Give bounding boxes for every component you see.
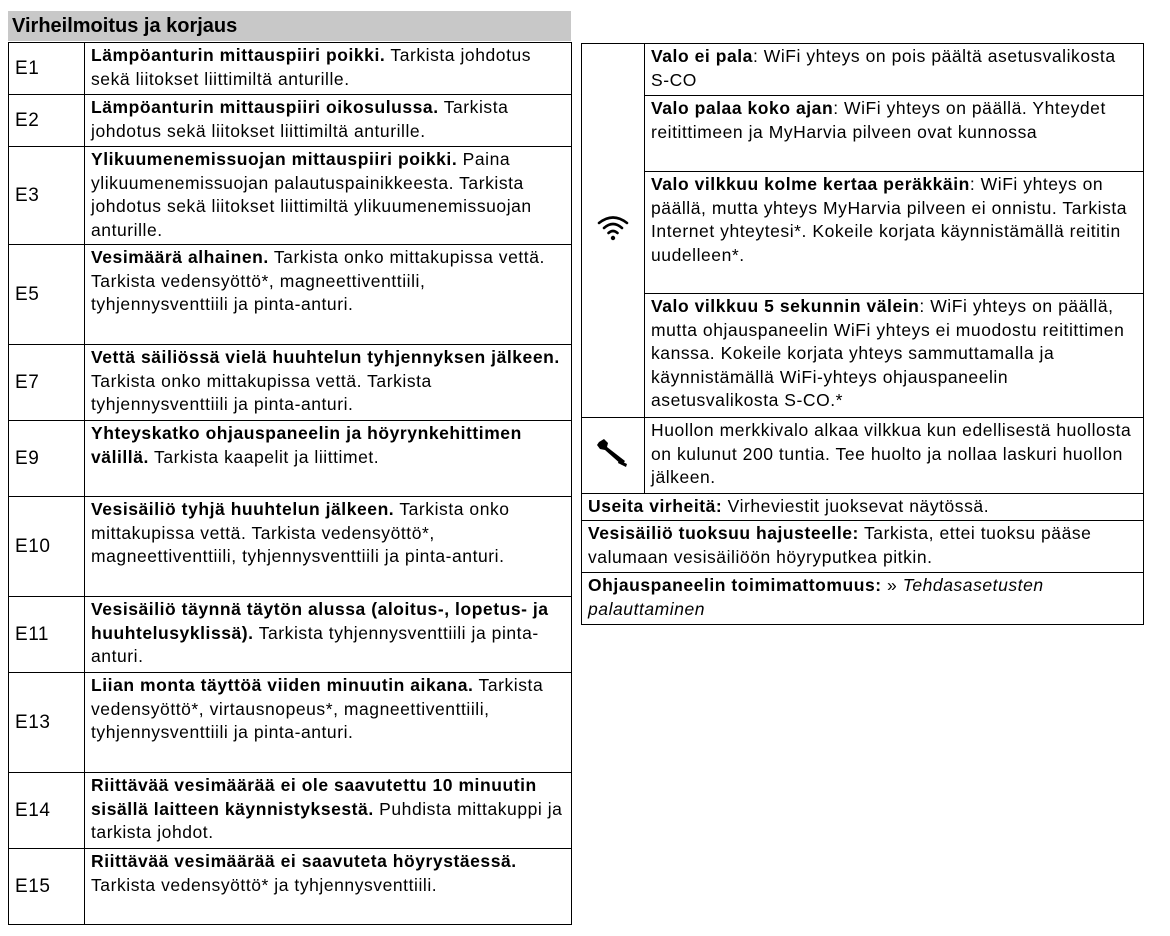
wrench-icon-cell xyxy=(582,418,645,494)
error-title: Riittävää vesimäärää ei ole saavutettu 10 minuutin sisällä laitteen käynnistyksestä. xyxy=(91,775,537,819)
table-row xyxy=(582,44,1144,96)
table-row xyxy=(9,849,572,925)
error-description xyxy=(85,345,572,421)
error-description xyxy=(85,597,572,673)
table-row xyxy=(9,43,572,95)
table-row xyxy=(9,673,572,773)
table-row xyxy=(582,521,1144,573)
table-row xyxy=(9,147,572,245)
error-code: E7 xyxy=(9,345,85,421)
table-row xyxy=(582,96,1144,172)
error-title: Yhteyskatko ohjauspaneelin ja höyrynkehittimen välillä. xyxy=(91,423,522,467)
misc-title: Useita virheitä: xyxy=(588,496,723,516)
error-code: E13 xyxy=(9,673,85,773)
status-light-table xyxy=(581,43,1144,625)
error-title: Liian monta täyttöä viiden minuutin aikana. xyxy=(91,675,474,695)
misc-text: Virheviestit juoksevat näytössä. xyxy=(722,496,990,516)
table-row xyxy=(582,418,1144,494)
wifi-status-title: Valo ei pala xyxy=(651,46,753,66)
wifi-status-title: Valo vilkkuu kolme kertaa peräkkäin xyxy=(651,174,970,194)
error-description xyxy=(85,497,572,597)
error-code: E5 xyxy=(9,245,85,345)
wifi-status-text: : WiFi yhteys on pois päältä asetusvalikosta S-CO xyxy=(651,46,1116,90)
table-row xyxy=(582,494,1144,521)
table-row xyxy=(582,294,1144,418)
wifi-icon-cell xyxy=(582,44,645,418)
wifi-status-description xyxy=(645,172,1144,294)
error-text: Tarkista vedensyöttö*, virtausnopeus*, magneettiventtiili, tyhjennysventtiili ja pinta-anturi. xyxy=(91,675,544,742)
error-code: E15 xyxy=(9,849,85,925)
wifi-status-text: : WiFi yhteys on päällä. Yhteydet reitittimeen ja MyHarvia pilveen ovat kunnossa xyxy=(651,98,1106,142)
error-text: Tarkista kaapelit ja liittimet. xyxy=(148,446,380,467)
error-code: E10 xyxy=(9,497,85,597)
error-title: Lämpöanturin mittauspiiri poikki. xyxy=(91,45,386,65)
page-title: Virheilmoitus ja korjaus xyxy=(8,11,571,41)
table-row xyxy=(9,497,572,597)
error-code: E3 xyxy=(9,147,85,245)
table-row xyxy=(582,172,1144,294)
error-description xyxy=(85,773,572,849)
table-row xyxy=(9,421,572,497)
error-text: Tarkista vedensyöttö* ja tyhjennysventtiili. xyxy=(91,874,438,895)
error-text: Tarkista johdotus sekä liitokset liittimiltä anturille. xyxy=(91,97,509,141)
error-title: Lämpöanturin mittauspiiri oikosulussa. xyxy=(91,97,439,117)
service-description: Huollon merkkivalo alkaa vilkkua kun edellisestä huollosta on kulunut 200 tuntia. Tee huolto ja nollaa laskuri huollon jälkeen. xyxy=(645,418,1144,494)
error-description xyxy=(85,147,572,245)
error-text: Tarkista johdotus sekä liitokset liittimiltä anturille. xyxy=(91,45,532,89)
table-row xyxy=(9,597,572,673)
factory-reset-title: Ohjauspaneelin toimimattomuus: xyxy=(588,575,882,595)
wrench-icon xyxy=(595,436,631,468)
table-row xyxy=(9,95,572,147)
error-code: E1 xyxy=(9,43,85,95)
error-title: Ylikuumenemissuojan mittauspiiri poikki. xyxy=(91,149,458,169)
error-code-table xyxy=(8,42,572,925)
wifi-status-text: : WiFi yhteys on päällä, mutta ohjauspaneelin WiFi yhteys ei muodostu reitittimen kanssa. Kokeile korjata yhteys sammuttamalla ja käynnistämällä WiFi-yhteys ohjauspaneelin asetusvalikosta S-CO.* xyxy=(651,296,1125,410)
wifi-status-title: Valo palaa koko ajan xyxy=(651,98,834,118)
error-description xyxy=(85,245,572,345)
error-code: E2 xyxy=(9,95,85,147)
error-description xyxy=(85,421,572,497)
error-text: Puhdista mittakuppi ja tarkista johdot. xyxy=(91,798,563,842)
error-code: E9 xyxy=(9,421,85,497)
error-title: Vesisäiliö täynnä täytön alussa (aloitus-, lopetus- ja huuhtelusyklissä). xyxy=(91,599,549,643)
error-text: Tarkista onko mittakupissa vettä. Tarkista tyhjennysventtiili ja pinta-anturi. xyxy=(91,370,432,414)
error-description xyxy=(85,43,572,95)
wifi-icon xyxy=(596,212,630,242)
table-row xyxy=(9,773,572,849)
misc-title: Vesisäiliö tuoksuu hajusteelle: xyxy=(588,523,859,543)
reference-arrow: » xyxy=(881,575,903,595)
error-description xyxy=(85,673,572,773)
misc-row xyxy=(582,521,1144,573)
wifi-status-description xyxy=(645,96,1144,172)
error-title: Vesimäärä alhainen. xyxy=(91,247,269,267)
error-description xyxy=(85,849,572,925)
error-title: Vesisäiliö tyhjä huuhtelun jälkeen. xyxy=(91,499,395,519)
wifi-status-title: Valo vilkkuu 5 sekunnin välein xyxy=(651,296,920,316)
table-row xyxy=(9,345,572,421)
misc-text: Tarkista, ettei tuoksu pääse valumaan vesisäiliöön höyryputkea pitkin. xyxy=(588,523,1092,567)
table-row xyxy=(9,245,572,345)
error-text: Tarkista onko mittakupissa vettä. Tarkista vedensyöttö*, magneettiventtiili, tyhjennysventtiili ja pinta-anturi. xyxy=(91,247,545,314)
error-text: Tarkista tyhjennysventtiili ja pinta-anturi. xyxy=(91,622,539,666)
error-code: E14 xyxy=(9,773,85,849)
error-description xyxy=(85,95,572,147)
error-title: Riittävää vesimäärää ei saavuteta höyrystäessä. xyxy=(91,851,517,871)
wifi-status-description xyxy=(645,294,1144,418)
wifi-status-description xyxy=(645,44,1144,96)
error-title: Vettä säiliössä vielä huuhtelun tyhjennyksen jälkeen. xyxy=(91,347,560,367)
factory-reset-row xyxy=(582,573,1144,625)
table-row xyxy=(582,573,1144,625)
misc-row xyxy=(582,494,1144,521)
error-text: Paina ylikuumenemissuojan palautuspainikkeesta. Tarkista johdotus sekä liitokset liittimiltä ylikuumenemissuojan anturille. xyxy=(91,149,532,240)
error-code: E11 xyxy=(9,597,85,673)
wifi-status-text: : WiFi yhteys on päällä, mutta yhteys MyHarvia pilveen ei onnistu. Tarkista Internet yhteytesi*. Kokeile korjata käynnistämällä reititin uudelleen*. xyxy=(651,174,1128,265)
factory-reset-link[interactable]: Tehdasasetusten palauttaminen xyxy=(588,575,1044,619)
error-text: Tarkista onko mittakupissa vettä. Tarkista vedensyöttö*, magneettiventtiili, tyhjennysventtiili ja pinta-anturi. xyxy=(91,499,510,566)
